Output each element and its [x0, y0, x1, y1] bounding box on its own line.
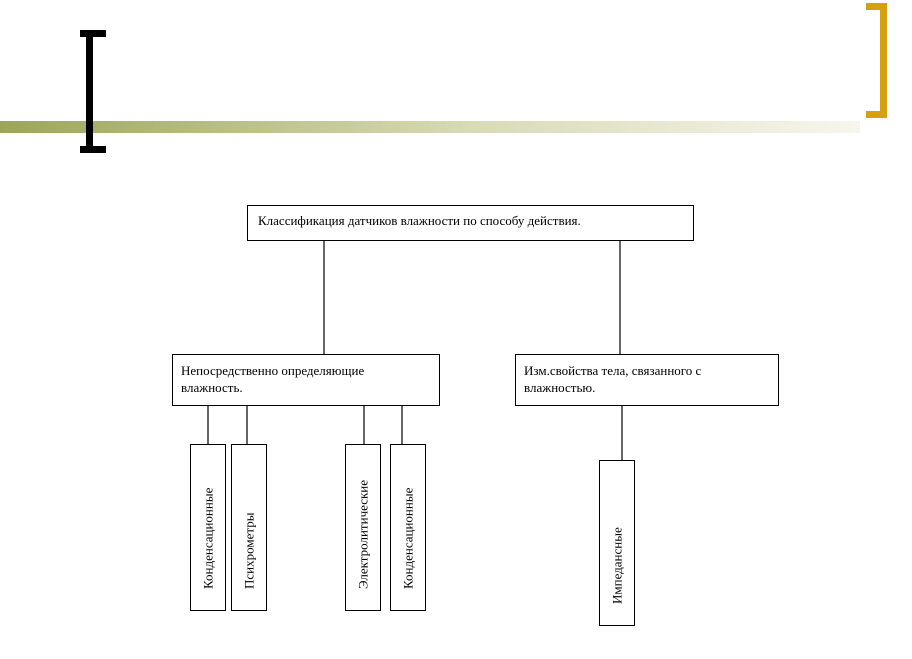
leaf-node-2-label: Психрометры: [241, 512, 257, 589]
root-node-label: Классификация датчиков влажности по способу действия.: [258, 213, 581, 228]
leaf-node-3-label: Электролитические: [355, 479, 371, 589]
leaf-node-3: [345, 444, 381, 611]
leaf-node-1: [190, 444, 226, 611]
leaf-node-5: [599, 460, 635, 626]
root-node: [247, 205, 694, 241]
leaf-node-2: [231, 444, 267, 611]
leaf-node-1-label: Конденсационные: [200, 487, 216, 589]
branch-node-direct-line1: Непосредственно определяющие: [181, 363, 365, 378]
branch-node-indirect: [515, 354, 779, 406]
branch-node-indirect-line2: влажностью.: [524, 380, 596, 395]
leaf-node-5-label: Импедансные: [609, 527, 625, 604]
leaf-node-4: [390, 444, 426, 611]
branch-node-indirect-line1: Изм.свойства тела, связанного с: [524, 363, 702, 378]
branch-node-direct-line2: влажность.: [181, 380, 243, 395]
branch-node-direct: [172, 354, 440, 406]
leaf-node-4-label: Конденсационные: [400, 487, 416, 589]
